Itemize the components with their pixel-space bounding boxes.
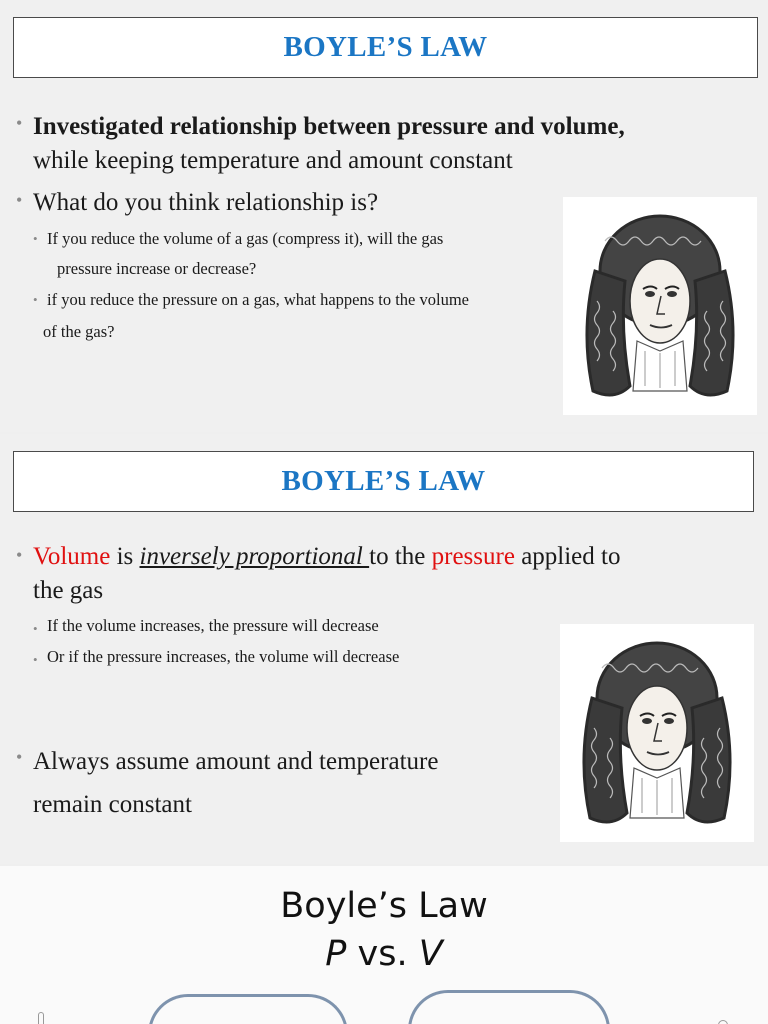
slide-3 — [0, 866, 768, 1024]
bullet-dot: • — [16, 190, 23, 210]
bullet-1 — [33, 110, 733, 178]
portrait-illustration — [575, 201, 745, 411]
bullet-volume-inverse — [33, 540, 733, 608]
portrait-illustration — [572, 628, 742, 838]
sub-bullet-2-line2: of the gas? — [43, 322, 115, 341]
word-to-the: to the — [369, 543, 432, 570]
slide-2 — [0, 434, 768, 864]
robert-boyle-portrait — [563, 197, 757, 415]
bullet-dot: • — [16, 545, 23, 565]
sub-bullet-dot: • — [33, 652, 38, 667]
bullet-assume-constant — [33, 740, 438, 826]
robert-boyle-portrait — [560, 624, 754, 842]
sub-bullet-dot: • — [33, 621, 38, 636]
container-left — [148, 994, 348, 1024]
slide-1-title: BOYLE’S LAW — [13, 17, 758, 78]
slide-2-title: BOYLE’S LAW — [13, 451, 754, 512]
bullet-1-rest: while keeping temperature and amount constant — [33, 147, 513, 174]
sub-bullet-pressure-increase: Or if the pressure increases, the volume will decrease — [47, 647, 400, 666]
sub-bullet-volume-increase: If the volume increases, the pressure will decrease — [47, 616, 379, 635]
sub-bullet-2-line1: if you reduce the pressure on a gas, what happens to the volume — [47, 290, 469, 309]
sub-bullet-dot: • — [33, 231, 38, 246]
slide-3-title: Boyle’s Law — [280, 886, 488, 926]
word-volume: Volume — [33, 543, 111, 570]
word-pressure: pressure — [431, 543, 515, 570]
symbol-v: V — [418, 934, 443, 974]
sub-bullet-dot: • — [33, 292, 38, 307]
bullet-2: What do you think relationship is? — [33, 189, 379, 216]
bullet-line2: the gas — [33, 577, 104, 604]
gauge-icon — [718, 1020, 728, 1024]
bullet-1-bold: Investigated relationship between pressure and volume, — [33, 113, 625, 140]
sub-bullet-1-line2: pressure increase or decrease? — [57, 259, 257, 278]
word-is: is — [110, 543, 140, 570]
assume-line2: remain constant — [33, 791, 192, 818]
bullet-dot: • — [16, 747, 23, 767]
slide-1 — [0, 0, 768, 432]
phrase-inversely-proportional: inversely proportional — [139, 543, 370, 570]
word-vs: vs. — [346, 934, 419, 974]
symbol-p: P — [325, 934, 347, 974]
bullet-dot: • — [16, 113, 23, 133]
assume-line1: Always assume amount and temperature — [33, 748, 439, 775]
sub-bullet-1-line1: If you reduce the volume of a gas (compress it), will the gas — [47, 229, 444, 248]
slide-3-subtitle — [0, 934, 768, 974]
container-right — [408, 990, 610, 1024]
thermometer-icon — [38, 1012, 44, 1024]
word-applied: applied to — [514, 543, 621, 570]
